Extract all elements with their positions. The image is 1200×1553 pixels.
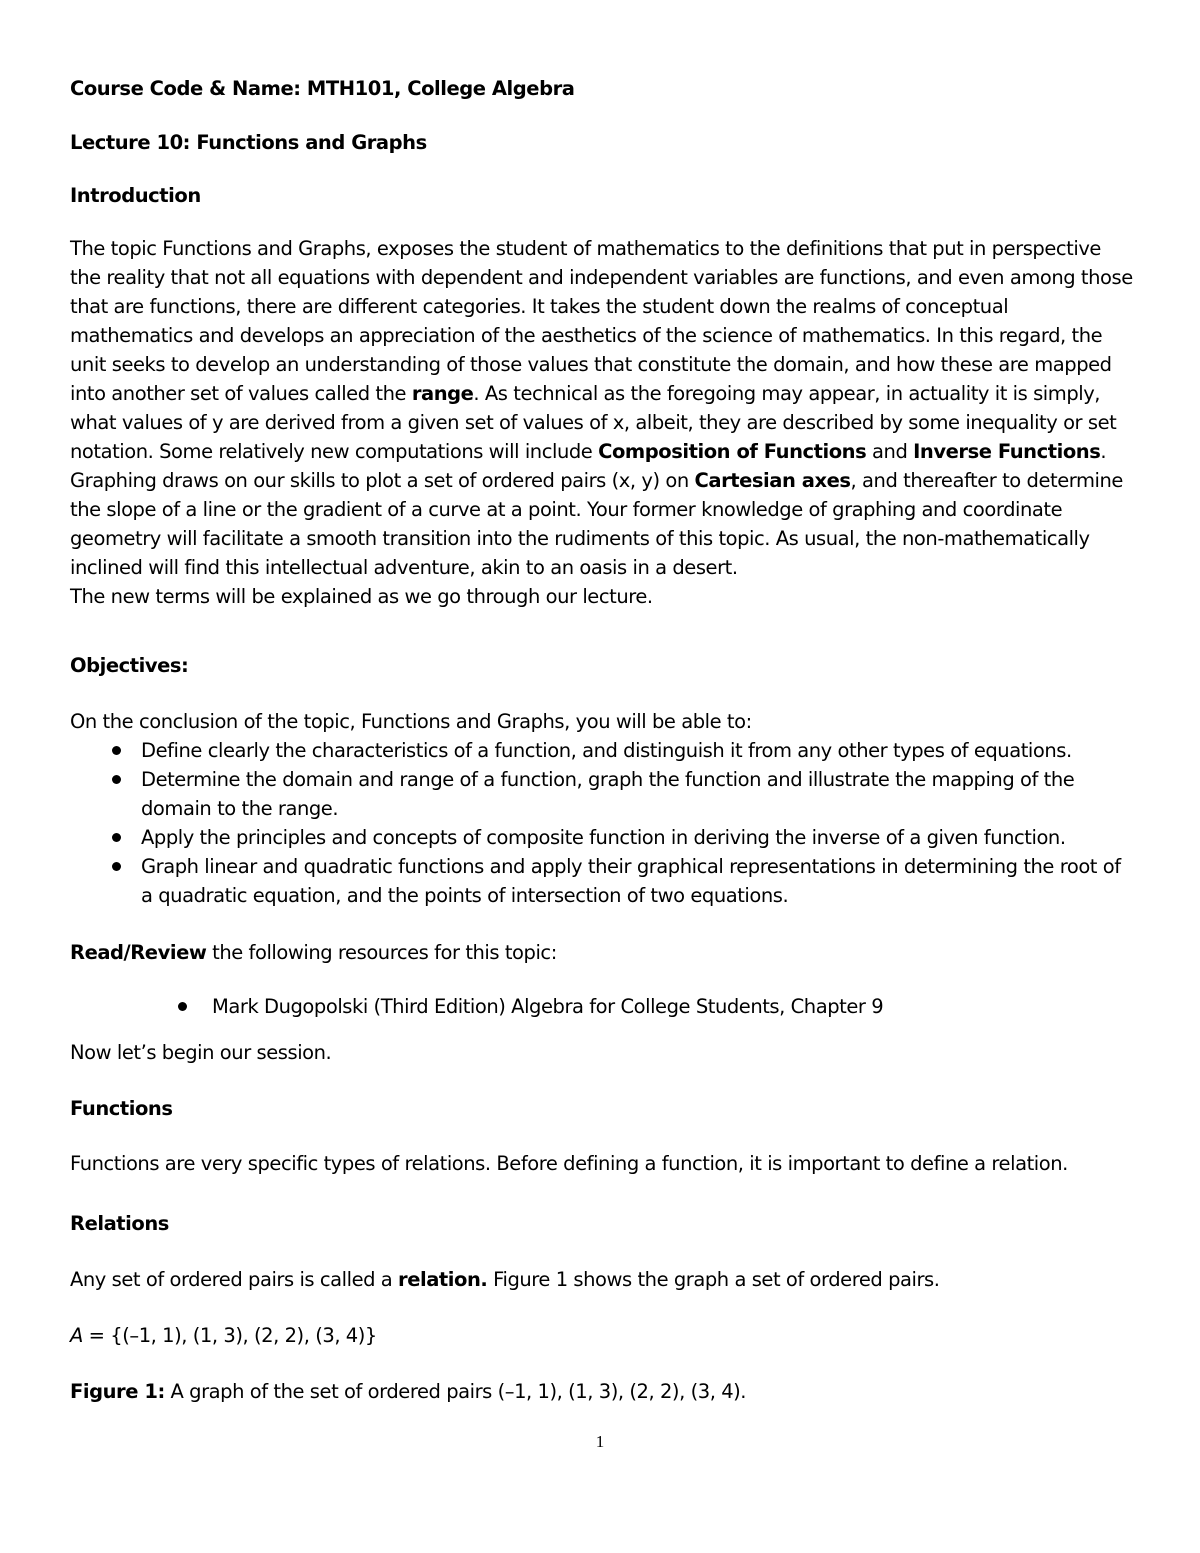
- objectives-list: [70, 736, 1135, 910]
- relations-body: [70, 1265, 1135, 1294]
- functions-body: Functions are very specific types of relations. Before defining a function, it is important to define a relation.: [70, 1152, 1068, 1175]
- term-range: range: [411, 382, 474, 405]
- introduction-heading: Introduction: [70, 184, 201, 207]
- bullet-icon: [112, 746, 121, 755]
- list-item: [70, 823, 1135, 852]
- relations-text-2: Figure 1 shows the graph a set of ordered pairs.: [487, 1268, 940, 1291]
- term-cartesian-axes: Cartesian axes: [694, 469, 851, 492]
- course-title: Course Code & Name: MTH101, College Algebra: [70, 77, 575, 100]
- resources-heading-rest: the following resources for this topic:: [206, 941, 557, 964]
- list-item: [70, 852, 1135, 910]
- objective-text: Apply the principles and concepts of composite function in deriving the inverse of a given function.: [141, 826, 1066, 849]
- intro-text-4: . Graphing draws on our skills to plot a set of ordered pairs (x, y) on: [70, 440, 1107, 492]
- term-composition-of-functions: Composition of Functions: [598, 440, 867, 463]
- bullet-icon: [178, 1002, 187, 1011]
- bullet-icon: [112, 833, 121, 842]
- page-number: 1: [595, 1432, 605, 1451]
- objective-text: Determine the domain and range of a function, graph the function and illustrate the mapping of the domain to the range.: [141, 768, 1075, 820]
- relations-text-1: Any set of ordered pairs is called a: [70, 1268, 399, 1291]
- list-item: [70, 736, 1135, 765]
- resources-list: [70, 992, 1135, 1021]
- resources-heading: [70, 938, 1135, 967]
- objective-text: Graph linear and quadratic functions and apply their graphical representations in determining the root of a quadratic equation, and the points of intersection of two equations.: [141, 855, 1121, 907]
- session-begin: Now let’s begin our session.: [70, 1041, 332, 1064]
- intro-text-1: The topic Functions and Graphs, exposes the student of mathematics to the definitions that put in perspective the reality that not all equations with dependent and independent variables are functions, and even among those that are functions, there are different categories. It takes the student down the realms of conceptual mathematics and develops an appreciation of the aesthetics of the science of mathematics. In this regard, the unit seeks to develop an understanding of those values that constitute the domain, and how these are mapped into another set of values called the: [70, 237, 1133, 405]
- lecture-title: Lecture 10: Functions and Graphs: [70, 131, 427, 154]
- objectives-lead: On the conclusion of the topic, Functions and Graphs, you will be able to:: [70, 710, 752, 733]
- bullet-icon: [112, 775, 121, 784]
- relations-heading: Relations: [70, 1212, 169, 1235]
- intro-text-3: and: [866, 440, 914, 463]
- list-item: [70, 765, 1135, 823]
- intro-text-2: . As technical as the foregoing may appear, in actuality it is simply, what values of y are derived from a given set of values of x, albeit, they are described by some inequality or set notation. Some relatively new computations will include: [70, 382, 1117, 463]
- document-page: [70, 74, 1135, 1406]
- set-a-definition: [70, 1321, 1135, 1350]
- term-inverse-functions: Inverse Functions: [913, 440, 1101, 463]
- figure-caption: [70, 1377, 1135, 1406]
- set-elements: = {(–1, 1), (1, 3), (2, 2), (3, 4)}: [82, 1324, 377, 1347]
- figure-label: Figure 1:: [70, 1380, 165, 1403]
- figure-caption-text: A graph of the set of ordered pairs (–1, 1), (1, 3), (2, 2), (3, 4).: [164, 1380, 747, 1403]
- functions-heading: Functions: [70, 1097, 173, 1120]
- list-item: [70, 992, 1135, 1021]
- intro-text-5: , and thereafter to determine the slope of a line or the gradient of a curve at a point. Your former knowledge of graphing and coordinate geometry will facilitate a smooth transition into the rudiments of this topic. As usual, the non-mathematically inclined will find this intellectual adventure, akin to an oasis in a desert.: [70, 469, 1123, 579]
- introduction-closing: The new terms will be explained as we go through our lecture.: [70, 585, 653, 608]
- introduction-paragraph: [70, 234, 1135, 582]
- resources-heading-bold: Read/Review: [70, 941, 207, 964]
- set-variable: A: [70, 1324, 83, 1347]
- objectives-heading: Objectives:: [70, 654, 189, 677]
- objective-text: Define clearly the characteristics of a function, and distinguish it from any other types of equations.: [141, 739, 1072, 762]
- term-relation: relation.: [398, 1268, 488, 1291]
- resource-text: Mark Dugopolski (Third Edition) Algebra for College Students, Chapter 9: [212, 995, 884, 1018]
- bullet-icon: [112, 862, 121, 871]
